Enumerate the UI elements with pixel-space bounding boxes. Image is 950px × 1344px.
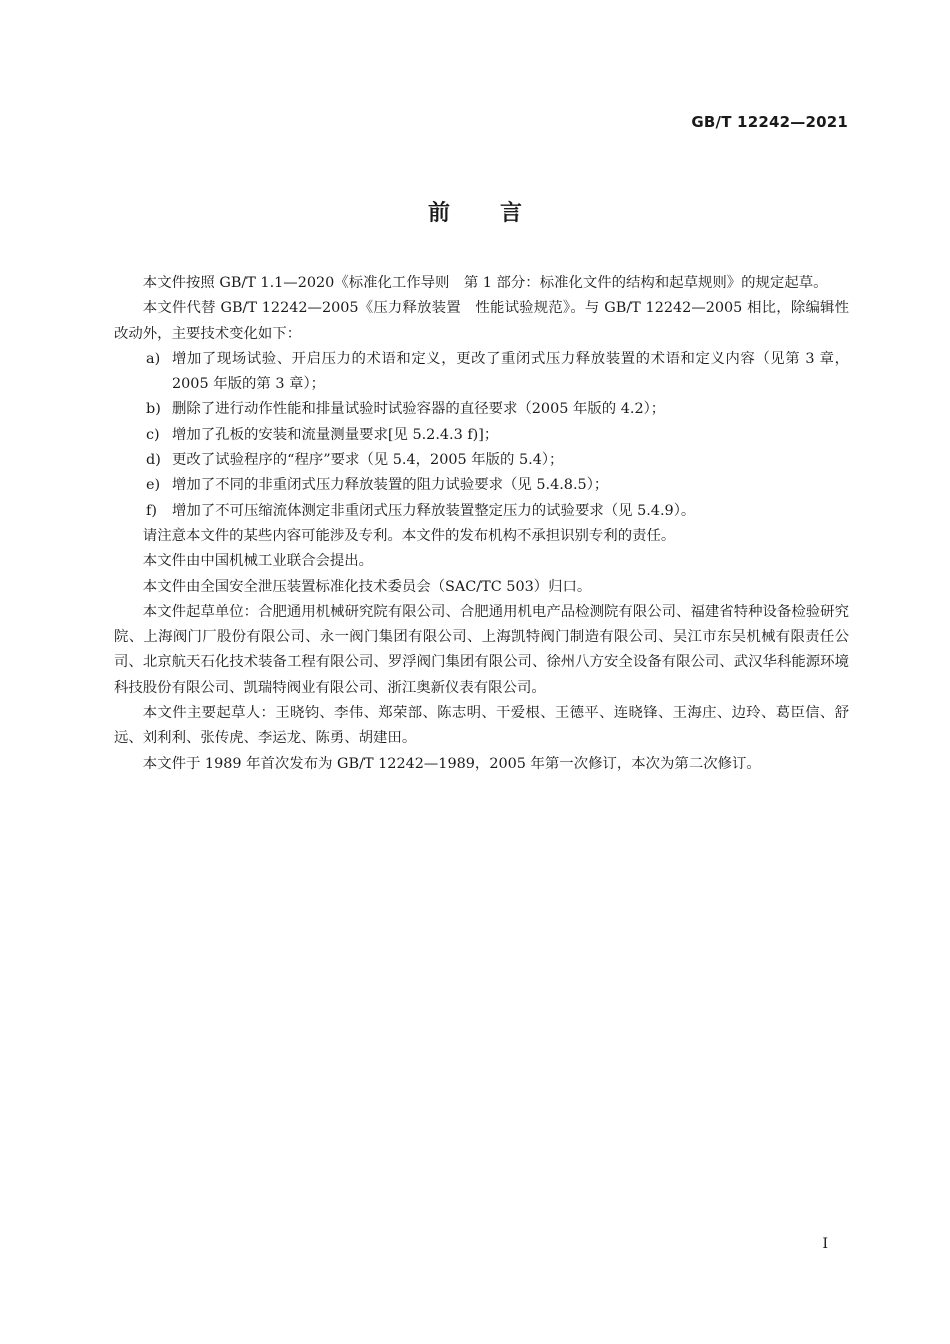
foreword-body <box>114 271 849 777</box>
list-text: 增加了孔板的安装和流量测量要求[见 5.2.4.3 f)]； <box>172 426 499 443</box>
list-text: 增加了现场试验、开启压力的术语和定义，更改了重闭式压力释放装置的术语和定义内容（见第 3 章，2005 年版的第 3 章）； <box>172 350 849 393</box>
paragraph-drafting-rules: 本文件按照 GB/T 1.1—2020《标准化工作导则 第 1 部分：标准化文件的结构和起草规则》的规定起草。 <box>142 275 828 291</box>
list-text: 删除了进行动作性能和排量试验时试验容器的直径要求（2005 年版的 4.2）； <box>172 401 666 418</box>
list-item <box>114 499 849 524</box>
paragraph-drafters: 本文件主要起草人：王晓钧、李伟、郑荣部、陈志明、干爱根、王德平、连晓锋、王海庄、边玲、葛臣信、舒远、刘利利、张传虎、李运龙、陈勇、胡建田。 <box>114 705 849 747</box>
page-number: I <box>822 1236 828 1252</box>
list-text: 增加了不可压缩流体测定非重闭式压力释放装置整定压力的试验要求（见 5.4.9）。 <box>172 502 696 519</box>
list-marker: d) <box>146 452 161 469</box>
standard-code: GB/T 12242—2021 <box>691 113 848 131</box>
list-item <box>114 423 849 448</box>
paragraph-replaces: 本文件代替 GB/T 12242—2005《压力释放装置 性能试验规范》。与 GB/T 12242—2005 相比，除编辑性改动外，主要技术变化如下： <box>114 300 849 342</box>
paragraph-proposer: 本文件由中国机械工业联合会提出。 <box>142 553 374 570</box>
list-item <box>114 448 849 473</box>
list-marker: a) <box>146 350 161 367</box>
list-marker: b) <box>146 401 161 418</box>
list-item <box>114 347 849 398</box>
list-marker: c) <box>146 426 160 443</box>
paragraph-drafting-units: 本文件起草单位：合肥通用机械研究院有限公司、合肥通用机电产品检测院有限公司、福建省特种设备检验研究院、上海阀门厂股份有限公司、永一阀门集团有限公司、上海凯特阀门制造有限公司、吴江市东吴机械有限责任公司、北京航天石化技术装备工程有限公司、罗浮阀门集团有限公司、徐州八方安全设备有限公司、武汉华科能源环境科技股份有限公司、凯瑞特阀业有限公司、浙江奥新仪表有限公司。 <box>114 603 849 696</box>
changes-list <box>114 347 849 524</box>
list-marker: f) <box>146 502 157 519</box>
list-marker: e) <box>146 477 161 494</box>
paragraph-committee: 本文件由全国安全泄压装置标准化技术委员会（SAC/TC 503）归口。 <box>142 578 592 595</box>
paragraph-patent-notice: 请注意本文件的某些内容可能涉及专利。本文件的发布机构不承担识别专利的责任。 <box>142 527 676 544</box>
list-text: 更改了试验程序的“程序”要求（见 5.4，2005 年版的 5.4）； <box>172 452 564 469</box>
list-text: 增加了不同的非重闭式压力释放装置的阻力试验要求（见 5.4.8.5）； <box>172 477 609 494</box>
list-item <box>114 397 849 422</box>
page-title: 前言 <box>427 201 572 226</box>
list-item <box>114 473 849 498</box>
paragraph-history: 本文件于 1989 年首次发布为 GB/T 12242—1989，2005 年第一次修订，本次为第二次修订。 <box>142 755 761 772</box>
